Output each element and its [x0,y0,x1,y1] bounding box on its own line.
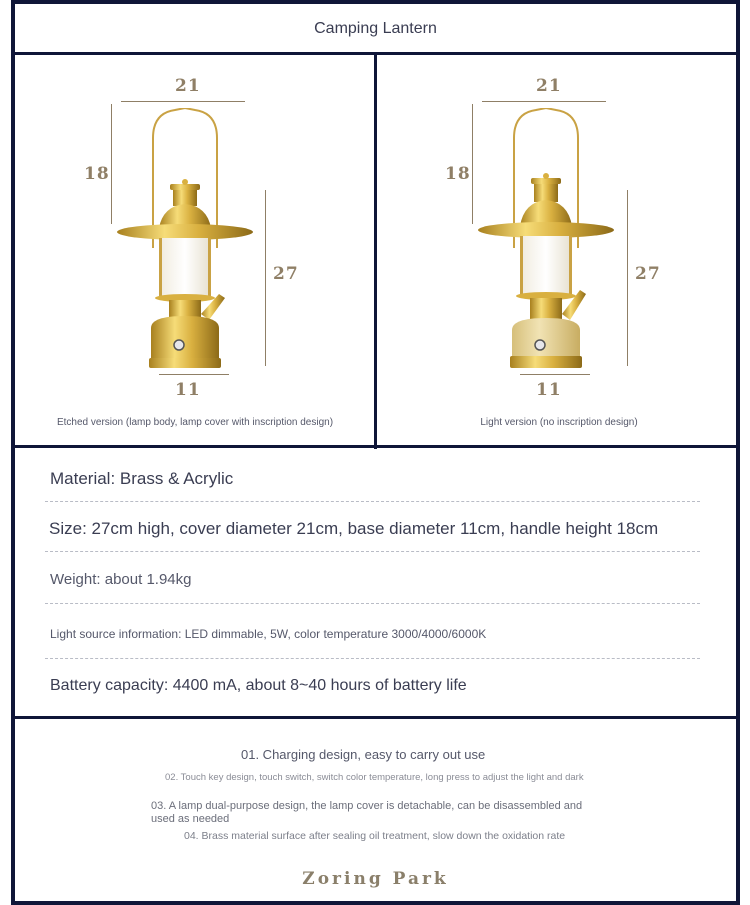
spec-weight: Weight: about 1.94kg [50,571,192,588]
dashed-divider [45,658,700,659]
product-panel-etched [15,56,375,449]
spec-light-source: Light source information: LED dimmable, 5W, color temperature 3000/4000/6000K [50,627,487,641]
caption-etched: Etched version (lamp body, lamp cover with inscription design) [56,417,334,428]
product-panel-light [378,56,740,449]
lantern-etched-image [115,108,255,373]
dimension-cover-width: 21 [536,76,562,96]
dimension-line [520,374,590,375]
dimension-handle-height: 18 [445,164,471,184]
lantern-light-image [476,108,616,373]
dimension-line [159,374,229,375]
feature-item-3: 03. A lamp dual-purpose design, the lamp cover is detachable, can be disassembled and used as needed [151,800,583,825]
dashed-divider [45,603,700,604]
dashed-divider [45,551,700,552]
product-spec-frame [11,0,740,905]
dimension-line [627,190,628,366]
divider [374,52,377,449]
dashed-divider [45,501,700,502]
dimension-base-width: 11 [175,380,201,400]
dimension-line [472,104,473,224]
dimension-handle-height: 18 [84,164,110,184]
divider [15,445,736,448]
caption-light: Light version (no inscription design) [480,417,638,428]
page-title: Camping Lantern [314,20,437,37]
dimension-line [482,101,606,102]
dimension-line [121,101,245,102]
dimension-base-width: 11 [536,380,562,400]
spec-battery: Battery capacity: 4400 mA, about 8~40 hours of battery life [50,677,467,694]
dimension-line [111,104,112,224]
feature-item-2: 02. Touch key design, touch switch, switch color temperature, long press to adjust the light and dark [165,772,584,783]
spec-size: Size: 27cm high, cover diameter 21cm, base diameter 11cm, handle height 18cm [49,519,659,538]
dimension-cover-width: 21 [175,76,201,96]
feature-item-1: 01. Charging design, easy to carry out use [241,747,486,762]
feature-item-4: 04. Brass material surface after sealing oil treatment, slow down the oxidation rate [184,830,566,842]
dimension-total-height: 27 [635,264,661,284]
spec-material: Material: Brass & Acrylic [50,469,234,488]
dimension-total-height: 27 [273,264,299,284]
brand-logo: Zoring Park [302,869,449,889]
dimension-line [265,190,266,366]
divider [15,716,736,719]
